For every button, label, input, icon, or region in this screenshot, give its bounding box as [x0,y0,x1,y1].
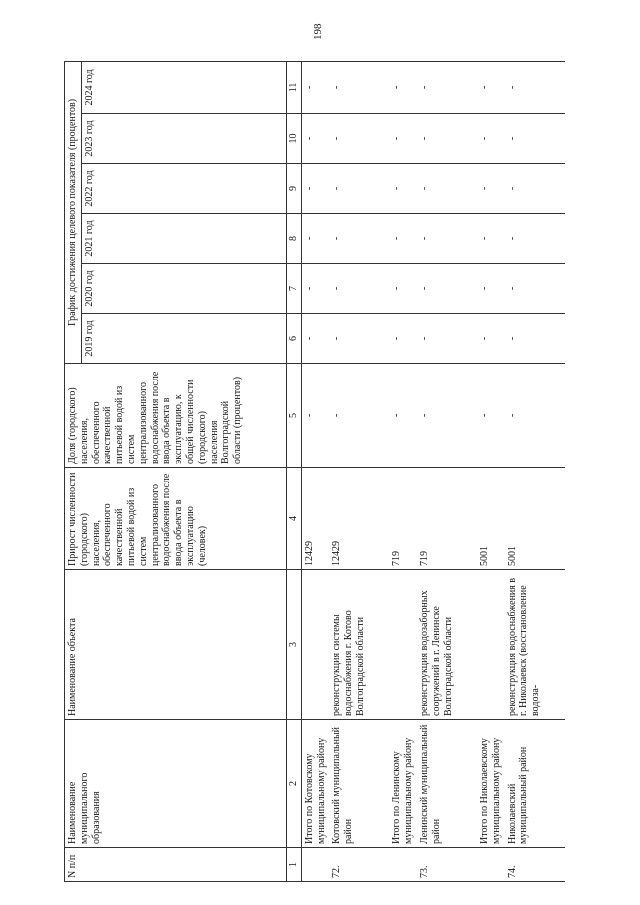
header-object: Наименование объекта [65,570,287,720]
row-year-value: - [329,214,389,264]
row-year-value: - [301,264,329,314]
row-year-value: - [389,214,417,264]
row-share: - [301,364,329,468]
header-year: 2021 год [81,214,286,264]
table-row [329,61,389,881]
row-object [301,570,329,720]
row-growth: 12429 [301,468,329,570]
row-year-value: - [505,114,565,164]
row-number: 72. [329,848,389,882]
row-year-value: - [389,114,417,164]
row-object: реконструкция водоснабжения в г. Николаевск (восстановление водоза- [505,570,565,720]
row-growth: 12429 [329,468,389,570]
row-year-value: - [329,61,389,113]
row-year-value: - [417,61,477,113]
row-year-value: - [329,164,389,214]
row-share: - [477,364,505,468]
row-year-value: - [301,114,329,164]
row-municipality: Котовский муниципальный район [329,720,389,848]
table-row [505,61,565,881]
row-year-value: - [417,114,477,164]
row-year-value: - [477,61,505,113]
row-year-value: - [329,314,389,364]
table-row [477,61,505,881]
column-number: 8 [286,214,301,264]
header-schedule: График достижения целевого показателя (процентов) [65,61,82,363]
header-year: 2022 год [81,164,286,214]
header-share: Доля (городского) населения, обеспеченного качественной питьевой водой из систем централизованного водоснабжения после ввода объекта в эксплуатацию, к общей численности (городского) населения Волгоградской области (процентов) [65,364,287,468]
row-municipality: Ленинский муниципальный район [417,720,477,848]
row-share: - [389,364,417,468]
table-row [389,61,417,881]
header-n: N п/п [65,848,287,882]
header-year: 2024 год [81,61,286,113]
row-municipality: Итого по Котовскому муниципальному району [301,720,329,848]
row-number [389,848,417,882]
row-year-value: - [301,61,329,113]
row-year-value: - [329,264,389,314]
table-row [417,61,477,881]
column-number: 10 [286,114,301,164]
row-year-value: - [389,264,417,314]
row-year-value: - [505,164,565,214]
column-number: 11 [286,61,301,113]
row-growth: 5001 [505,468,565,570]
row-share: - [505,364,565,468]
row-growth: 719 [417,468,477,570]
row-object [477,570,505,720]
row-year-value: - [477,164,505,214]
row-year-value: - [417,314,477,364]
row-municipality: Итого по Николаевскому муниципальному району [477,720,505,848]
column-number: 7 [286,264,301,314]
rotated-page [64,62,639,882]
row-year-value: - [477,314,505,364]
header-growth: Прирост численности (городского) населения, обеспеченного качественной питьевой водой из систем централизованного водоснабжения после ввода объекта в эксплуатацию (человек) [65,468,287,570]
column-number: 3 [286,570,301,720]
page-number: 198 [312,23,324,40]
row-year-value: - [301,164,329,214]
row-year-value: - [505,264,565,314]
column-number: 9 [286,164,301,214]
row-year-value: - [417,164,477,214]
row-growth: 719 [389,468,417,570]
row-year-value: - [477,114,505,164]
row-object: реконструкция системы водоснабжения г. Котово Волгоградской области [329,570,389,720]
row-object [389,570,417,720]
row-year-value: - [505,61,565,113]
row-year-value: - [477,264,505,314]
row-year-value: - [389,164,417,214]
row-year-value: - [329,114,389,164]
column-number: 4 [286,468,301,570]
row-number: 73. [417,848,477,882]
row-year-value: - [417,264,477,314]
target-table [64,61,565,882]
header-year: 2019 год [81,314,286,364]
row-number [477,848,505,882]
table-row [301,61,329,881]
row-object: реконструкция водозаборных сооружений в г. Ленинске Волгоградской области [417,570,477,720]
row-year-value: - [389,61,417,113]
row-municipality: Николаевский муниципальный район [505,720,565,848]
row-year-value: - [505,314,565,364]
row-share: - [417,364,477,468]
row-municipality: Итого по Ленинскому муниципальному району [389,720,417,848]
column-number: 1 [286,848,301,882]
row-share: - [329,364,389,468]
header-municipality: Наименование муниципального образования [65,720,287,848]
row-year-value: - [301,214,329,264]
column-number: 6 [286,314,301,364]
column-number: 5 [286,364,301,468]
header-year: 2020 год [81,264,286,314]
row-year-value: - [505,214,565,264]
header-year: 2023 год [81,114,286,164]
column-number: 2 [286,720,301,848]
row-growth: 5001 [477,468,505,570]
row-number: 74. [505,848,565,882]
row-year-value: - [417,214,477,264]
row-year-value: - [389,314,417,364]
row-year-value: - [301,314,329,364]
row-year-value: - [477,214,505,264]
row-number [301,848,329,882]
